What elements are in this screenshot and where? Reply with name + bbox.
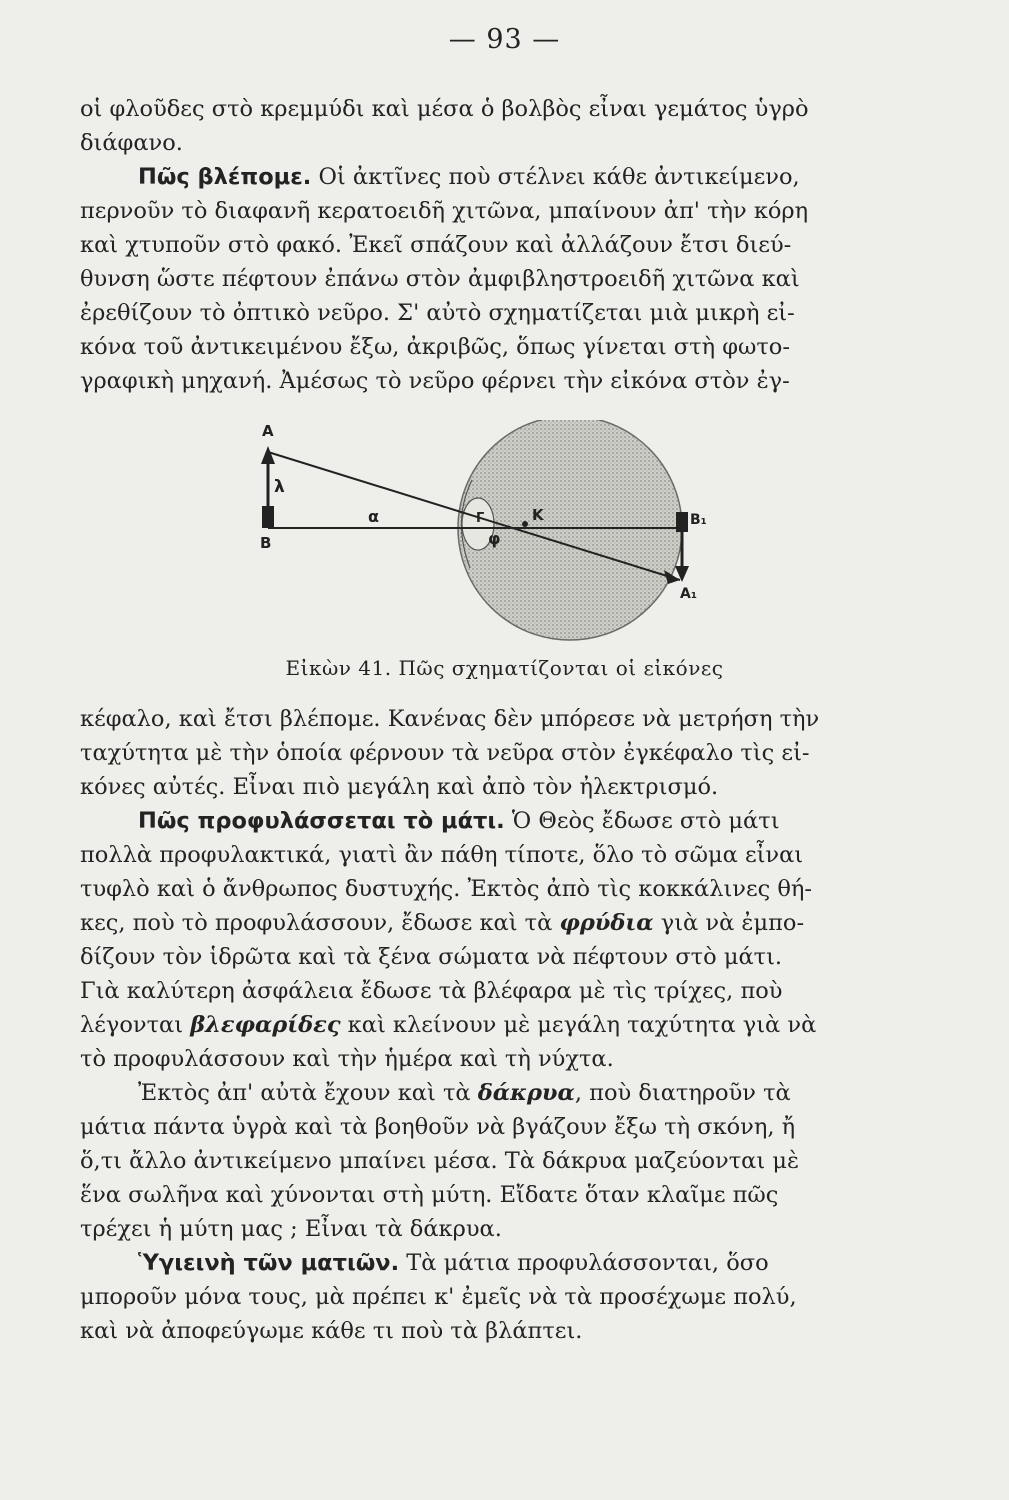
emphasized-term-tears: δάκρυα: [477, 1080, 575, 1106]
emphasized-term-eyelashes: βλεφαρίδες: [190, 1012, 341, 1038]
text-line: τυφλὸ καὶ ὁ ἄνθρωπος δυστυχής. Ἐκτὸς ἀπὸ τὶς κοκκάλινες θή-: [80, 876, 813, 902]
text-line: πολλὰ προφυλακτικά, γιατὶ ἂν πάθη τίποτε, ὅλο τὸ σῶμα εἶναι: [80, 842, 804, 868]
image-arrow-tail: [676, 512, 688, 532]
page-number: — 93 —: [448, 24, 561, 55]
text-line: ταχύτητα μὲ τὴν ὁποία φέρνουν τὰ νεῦρα στὸν ἐγκέφαλο τὶς εἰ-: [80, 740, 810, 766]
section-heading-how-we-see: Πῶς βλέπομε.: [138, 164, 312, 190]
object-arrow-tail: [262, 506, 274, 528]
text-span: γιὰ νὰ ἐμπο-: [653, 910, 805, 936]
text-block-lower: [80, 702, 878, 1348]
section-heading-eye-protection: Πῶς προφυλάσσεται τὸ μάτι.: [138, 808, 505, 834]
text-line: μποροῦν μόνα τους, μὰ πρέπει κ' ἐμεῖς νὰ τὰ προσέχωμε πολύ,: [80, 1284, 797, 1310]
eye-optics-figure: [240, 420, 760, 650]
text-span: Ἐκτὸς ἀπ' αὐτὰ ἔχουν καὶ τὰ: [138, 1080, 478, 1106]
text-span: λέγονται: [80, 1012, 191, 1038]
paragraph-first-line: [80, 1246, 878, 1280]
label-alpha: α: [368, 507, 379, 526]
text-line: θυνση ὥστε πέφτουν ἐπάνω στὸν ἀμφιβληστροειδῆ χιτῶνα καὶ: [80, 266, 800, 292]
label-gamma: Γ: [476, 511, 485, 526]
text-span: Ὁ Θεὸς ἔδωσε στὸ μάτι: [504, 808, 780, 834]
label-a1: A₁: [680, 586, 697, 602]
label-b: B: [260, 534, 272, 552]
text-span: κες, ποὺ τὸ προφυλάσσουν, ἔδωσε καὶ τὰ: [80, 910, 560, 936]
text-line: κέφαλο, καὶ ἔτσι βλέπομε. Κανένας δὲν μπόρεσε νὰ μετρήση τὴν: [80, 706, 820, 732]
text-span: Οἱ ἀκτῖνες ποὺ στέλνει κάθε ἀντικείμενο,: [311, 164, 800, 190]
text-line: τρέχει ἡ μύτη μας ; Εἶναι τὰ δάκρυα.: [80, 1216, 502, 1242]
text-line: καὶ νὰ ἀποφεύγωμε κάθε τι ποὺ τὰ βλάπτει.: [80, 1318, 583, 1344]
emphasized-term-eyebrows: φρύδια: [559, 910, 654, 936]
nodal-point-k: [522, 521, 528, 527]
label-phi: φ: [488, 529, 501, 548]
figure-caption: Εἰκὼν 41. Πῶς σχηματίζονται οἱ εἰκόνες: [285, 656, 724, 680]
eye-diagram: [240, 420, 760, 650]
text-line: ἐρεθίζουν τὸ ὀπτικὸ νεῦρο. Σ' αὐτὸ σχηματίζεται μιὰ μικρὴ εἰ-: [80, 300, 795, 326]
text-line: κόνα τοῦ ἀντικειμένου ἔξω, ἀκριβῶς, ὅπως γίνεται στὴ φωτο-: [80, 334, 790, 360]
text-line: καὶ χτυποῦν στὸ φακό. Ἐκεῖ σπάζουν καὶ ἀλλάζουν ἔτσι διεύ-: [80, 232, 792, 258]
text-line: τὸ προφυλάσσουν καὶ τὴν ἡμέρα καὶ τὴ νύχτα.: [80, 1046, 614, 1072]
text-line: [80, 906, 878, 940]
section-heading-eye-hygiene: Ὑγιεινὴ τῶν ματιῶν.: [138, 1250, 400, 1276]
text-line: μάτια πάντα ὑγρὰ καὶ τὰ βοηθοῦν νὰ βγάζουν ἔξω τὴ σκόνη, ἤ: [80, 1114, 796, 1140]
label-lambda: λ: [274, 477, 285, 497]
text-line: δίζουν τὸν ἱδρῶτα καὶ τὰ ξένα σώματα νὰ πέφτουν στὸ μάτι.: [80, 944, 783, 970]
label-b1: B₁: [690, 512, 707, 528]
text-span: Τὰ μάτια προφυλάσσονται, ὅσο: [399, 1250, 769, 1276]
paragraph-first-line: [80, 804, 878, 838]
object-arrow-head: [261, 446, 275, 464]
paragraph-first-line: [80, 160, 878, 194]
text-span: καὶ κλείνουν μὲ μεγάλη ταχύτητα γιὰ νὰ: [340, 1012, 817, 1038]
text-line: [80, 1008, 878, 1042]
label-k: K: [532, 506, 544, 524]
paragraph-first-line: [80, 1076, 878, 1110]
text-line: Γιὰ καλύτερη ἀσφάλεια ἔδωσε τὰ βλέφαρα μὲ τὶς τρίχες, ποὺ: [80, 978, 783, 1004]
text-line: οἱ φλοῦδες στὸ κρεμμύδι καὶ μέσα ὁ βολβὸς εἶναι γεμάτος ὑγρὸ: [80, 96, 809, 122]
text-block-upper: [80, 92, 878, 398]
text-line: ὅ,τι ἄλλο ἀντικείμενο μπαίνει μέσα. Τὰ δάκρυα μαζεύονται μὲ: [80, 1148, 800, 1174]
text-line: διάφανο.: [80, 130, 183, 156]
text-line: ἕνα σωλῆνα καὶ χύνονται στὴ μύτη. Εἴδατε ὅταν κλαῖμε πῶς: [80, 1182, 779, 1208]
label-a: A: [262, 422, 274, 440]
text-line: κόνες αὐτές. Εἶναι πιὸ μεγάλη καὶ ἀπὸ τὸν ἠλεκτρισμό.: [80, 774, 719, 800]
text-span: , ποὺ διατηροῦν τὰ: [574, 1080, 791, 1106]
text-line: περνοῦν τὸ διαφανῆ κερατοειδῆ χιτῶνα, μπαίνουν ἀπ' τὴν κόρη: [80, 198, 809, 224]
text-line: γραφικὴ μηχανή. Ἀμέσως τὸ νεῦρο φέρνει τὴν εἰκόνα στὸν ἐγ-: [80, 368, 790, 394]
